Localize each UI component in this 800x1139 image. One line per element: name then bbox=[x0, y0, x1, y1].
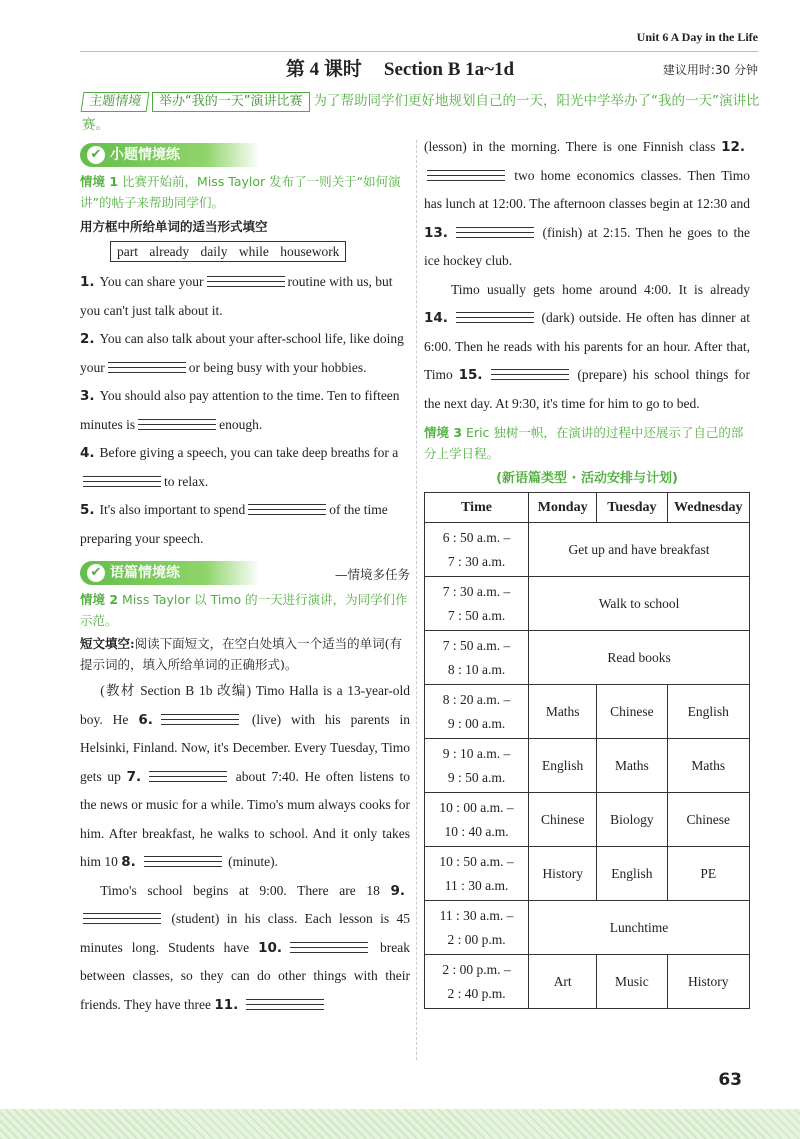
subject-cell: Music bbox=[597, 955, 667, 1009]
question-number: 4. bbox=[80, 445, 95, 461]
passage-text: two home economics classes. Then Timo has lunch at 12:00. The afternoon classes begin at 12:30 and bbox=[424, 167, 750, 211]
answer-blank-7[interactable] bbox=[149, 768, 227, 783]
col-header-tuesday: Tuesday bbox=[597, 493, 667, 523]
passage-text: (lesson) in the morning. There is one Finnish class bbox=[424, 139, 716, 154]
time-end: 10 : 40 a.m. bbox=[444, 823, 509, 839]
answer-blank-15[interactable] bbox=[491, 366, 569, 381]
instruction-bold: 短文填空: bbox=[80, 636, 135, 651]
subject-cell: Maths bbox=[597, 739, 667, 793]
question-text: Before giving a speech, you can take deep breaths for a bbox=[99, 445, 399, 460]
table-row bbox=[425, 793, 750, 847]
scene2-label: 情境 2 bbox=[80, 592, 119, 607]
section2-banner-label: 语篇情境练 bbox=[110, 565, 180, 581]
subject-cell: English bbox=[529, 739, 597, 793]
subject-cell: Maths bbox=[667, 739, 749, 793]
scene1 bbox=[80, 171, 410, 213]
answer-blank-13[interactable] bbox=[456, 224, 534, 239]
table-row bbox=[425, 523, 750, 577]
answer-blank-5[interactable] bbox=[248, 501, 326, 516]
subject-cell: Biology bbox=[597, 793, 667, 847]
time-end: 2 : 40 p.m. bbox=[447, 985, 506, 1001]
theme-topic-tag: 举办“我的一天”演讲比赛 bbox=[152, 92, 309, 112]
answer-blank-1[interactable] bbox=[207, 273, 285, 288]
table-row bbox=[425, 847, 750, 901]
time-start: 2 : 00 p.m. – bbox=[442, 961, 511, 977]
passage-paragraph-2a bbox=[80, 877, 410, 1020]
time-start: 11 : 30 a.m. – bbox=[439, 907, 514, 923]
left-column bbox=[80, 143, 410, 1019]
question-text: You can share your bbox=[99, 274, 204, 289]
bottom-decoration bbox=[0, 1109, 800, 1139]
word-box-wrap bbox=[110, 241, 410, 260]
scene3-label: 情境 3 bbox=[424, 425, 463, 440]
section2-banner bbox=[80, 561, 260, 585]
answer-blank-4[interactable] bbox=[83, 473, 161, 488]
question-text: It's also important to spend bbox=[99, 502, 246, 517]
table-row bbox=[425, 955, 750, 1009]
question-text: of the time preparing your speech. bbox=[80, 502, 388, 546]
time-cell bbox=[425, 577, 529, 631]
time-cell bbox=[425, 631, 529, 685]
time-start: 10 : 50 a.m. – bbox=[439, 853, 514, 869]
unit-title: Unit 6 A Day in the Life bbox=[636, 30, 758, 44]
answer-blank-14[interactable] bbox=[456, 309, 534, 324]
time-start: 10 : 00 a.m. – bbox=[439, 799, 514, 815]
theme-intro bbox=[82, 89, 762, 137]
blank-number-13: 13. bbox=[424, 224, 448, 241]
subject-cell: English bbox=[597, 847, 667, 901]
answer-blank-11[interactable] bbox=[246, 996, 324, 1011]
time-start: 9 : 10 a.m. – bbox=[442, 745, 511, 761]
time-start: 8 : 20 a.m. – bbox=[442, 691, 511, 707]
blank-number-7: 7. bbox=[126, 768, 142, 785]
passage-paragraph-1 bbox=[80, 677, 410, 877]
time-cell bbox=[425, 793, 529, 847]
activity-cell: Read books bbox=[529, 631, 750, 685]
answer-blank-12[interactable] bbox=[427, 167, 505, 182]
time-end: 9 : 00 a.m. bbox=[447, 715, 506, 731]
question-4 bbox=[80, 439, 410, 496]
scene2 bbox=[80, 589, 410, 631]
col-header-wednesday: Wednesday bbox=[667, 493, 749, 523]
right-column bbox=[424, 133, 750, 1009]
blank-number-10: 10. bbox=[258, 939, 283, 956]
word-box: part already daily while housework bbox=[110, 241, 346, 262]
question-text: to relax. bbox=[164, 473, 209, 489]
time-end: 11 : 30 a.m. bbox=[444, 877, 509, 893]
passage-text: (live) with his parents in Helsinki, Finland. Now, it's December. Every Tuesday, Timo gets up bbox=[80, 711, 411, 784]
passage-text: (finish) at 2:15. Then he goes to the ice hockey club. bbox=[424, 224, 750, 268]
blank-number-11: 11. bbox=[214, 996, 239, 1013]
passage-paragraph-3 bbox=[424, 276, 750, 419]
multi-task-label: —情境多任务 bbox=[334, 567, 410, 582]
section-name: Section B 1a~1d bbox=[383, 59, 515, 80]
subject-cell: Chinese bbox=[597, 685, 667, 739]
time-end: 7 : 50 a.m. bbox=[447, 607, 506, 623]
theme-tag: 主题情境 bbox=[81, 92, 150, 112]
subject-cell: English bbox=[667, 685, 749, 739]
section1-banner bbox=[80, 143, 260, 167]
time-cell bbox=[425, 739, 529, 793]
column-divider bbox=[416, 140, 417, 1060]
question-number: 3. bbox=[80, 388, 95, 404]
header-rule bbox=[80, 51, 758, 52]
question-number: 1. bbox=[80, 274, 95, 290]
time-end: 7 : 30 a.m. bbox=[447, 553, 506, 569]
subject-cell: History bbox=[529, 847, 597, 901]
subject-cell: Art bbox=[529, 955, 597, 1009]
check-icon: ✔ bbox=[87, 564, 105, 582]
passage-text: break between classes, so they can do other things with their friends. They have three bbox=[80, 939, 411, 1012]
passage-text: (minute). bbox=[228, 854, 279, 869]
blank-number-14: 14. bbox=[424, 310, 448, 326]
scene3-text: Eric 独树一帜，在演讲的过程中还展示了自己的部分上学日程。 bbox=[424, 425, 744, 461]
table-row bbox=[425, 685, 750, 739]
theme-text: 为了帮助同学们更好地规划自己的一天，阳光中学举办了“我的一天”演讲比赛。 bbox=[82, 93, 760, 133]
section2-header bbox=[80, 561, 410, 585]
time-start: 6 : 50 a.m. – bbox=[442, 529, 511, 545]
blank-number-9: 9. bbox=[390, 882, 405, 899]
subject-cell: Maths bbox=[529, 685, 597, 739]
passage-paragraph-2b bbox=[424, 133, 750, 276]
question-text: or being busy with your hobbies. bbox=[188, 359, 367, 375]
table-header-row bbox=[425, 493, 750, 523]
question-5 bbox=[80, 496, 410, 553]
schedule-table bbox=[424, 492, 750, 1009]
question-3 bbox=[80, 382, 410, 439]
section1-instruction: 用方框中所给单词的适当形式填空 bbox=[80, 219, 268, 234]
passage-text: (dark) outside. He often has dinner at 6:00. Then he reads with his parents for an hour. After that, Timo bbox=[424, 310, 750, 382]
blank-number-12: 12. bbox=[721, 139, 745, 155]
section1-banner-label: 小题情境练 bbox=[110, 147, 180, 163]
blank-number-8: 8. bbox=[121, 854, 136, 870]
scene1-text: 比赛开始前，Miss Taylor 发布了一则关于“如何演讲”的帖子来帮助同学们。 bbox=[80, 174, 401, 210]
time-start: 7 : 50 a.m. – bbox=[442, 637, 511, 653]
col-header-time: Time bbox=[425, 493, 529, 523]
question-number: 5. bbox=[80, 502, 95, 518]
answer-blank-3[interactable] bbox=[138, 416, 216, 431]
time-cell bbox=[425, 523, 529, 577]
question-text: routine with us, but you can't just talk about it. bbox=[80, 274, 393, 318]
activity-cell: Walk to school bbox=[529, 577, 750, 631]
passage-text: about 7:40. He often listens to the news or music for a while. Timo's mum always cooks for him. After breakfast, he walks to school. And it only takes him 10 bbox=[80, 768, 410, 869]
activity-cell: Lunchtime bbox=[529, 901, 750, 955]
table-row bbox=[425, 631, 750, 685]
table-subtitle: (新语篇类型 · 活动安排与计划) bbox=[496, 471, 678, 486]
subject-cell: Chinese bbox=[529, 793, 597, 847]
time-cell bbox=[425, 955, 529, 1009]
subject-cell: History bbox=[667, 955, 749, 1009]
answer-blank-10[interactable] bbox=[290, 939, 368, 954]
scene2-text: Miss Taylor 以 Timo 的一天进行演讲，为同学们作示范。 bbox=[80, 592, 408, 628]
passage-text: Timo's school begins at 9:00. There are 18 bbox=[100, 882, 380, 898]
check-icon: ✔ bbox=[87, 146, 105, 164]
section2-instruction bbox=[80, 633, 410, 675]
page-number: 63 bbox=[718, 1070, 742, 1090]
lesson-number: 第 4 课时 bbox=[285, 59, 362, 80]
answer-blank-6[interactable] bbox=[161, 711, 239, 726]
col-header-monday: Monday bbox=[529, 493, 597, 523]
table-row bbox=[425, 739, 750, 793]
question-1 bbox=[80, 268, 410, 325]
passage-text: (prepare) his school things for the next day. At 9:30, it's time for him to go to bed. bbox=[424, 367, 751, 411]
passage-text: (教材 Section B 1b 改编) Timo Halla is a 13-year-old boy. He bbox=[80, 683, 410, 727]
time-cell bbox=[425, 685, 529, 739]
answer-blank-9[interactable] bbox=[83, 910, 161, 925]
time-end: 8 : 10 a.m. bbox=[447, 661, 506, 677]
time-start: 7 : 30 a.m. – bbox=[442, 583, 511, 599]
time-cell bbox=[425, 901, 529, 955]
scene3 bbox=[424, 422, 750, 464]
time-end: 9 : 50 a.m. bbox=[447, 769, 506, 785]
question-2 bbox=[80, 325, 410, 382]
subject-cell: Chinese bbox=[667, 793, 749, 847]
instruction-text: 阅读下面短文，在空白处填入一个适当的单词(有提示词的，填入所给单词的正确形式)。 bbox=[80, 636, 403, 672]
blank-number-6: 6. bbox=[138, 711, 153, 728]
passage-text: (student) in his class. Each lesson is 45 minutes long. Students have bbox=[80, 911, 410, 955]
question-number: 2. bbox=[80, 331, 95, 347]
table-row bbox=[425, 577, 750, 631]
answer-blank-2[interactable] bbox=[108, 359, 186, 374]
question-text: enough. bbox=[219, 416, 263, 432]
scene1-label: 情境 1 bbox=[80, 174, 119, 189]
time-cell bbox=[425, 847, 529, 901]
table-row bbox=[425, 901, 750, 955]
subject-cell: PE bbox=[667, 847, 749, 901]
suggested-time: 建议用时:30 分钟 bbox=[662, 63, 758, 77]
question-text: You can also talk about your after-school life, like doing your bbox=[80, 331, 404, 375]
blank-number-15: 15. bbox=[458, 367, 483, 383]
answer-blank-8[interactable] bbox=[144, 853, 222, 868]
passage-text: Timo usually gets home around 4:00. It is already bbox=[451, 281, 750, 297]
time-end: 2 : 00 p.m. bbox=[447, 931, 506, 947]
activity-cell: Get up and have breakfast bbox=[529, 523, 750, 577]
question-text: You should also pay attention to the time. Ten to fifteen minutes is bbox=[80, 388, 400, 432]
question-list bbox=[80, 268, 410, 553]
